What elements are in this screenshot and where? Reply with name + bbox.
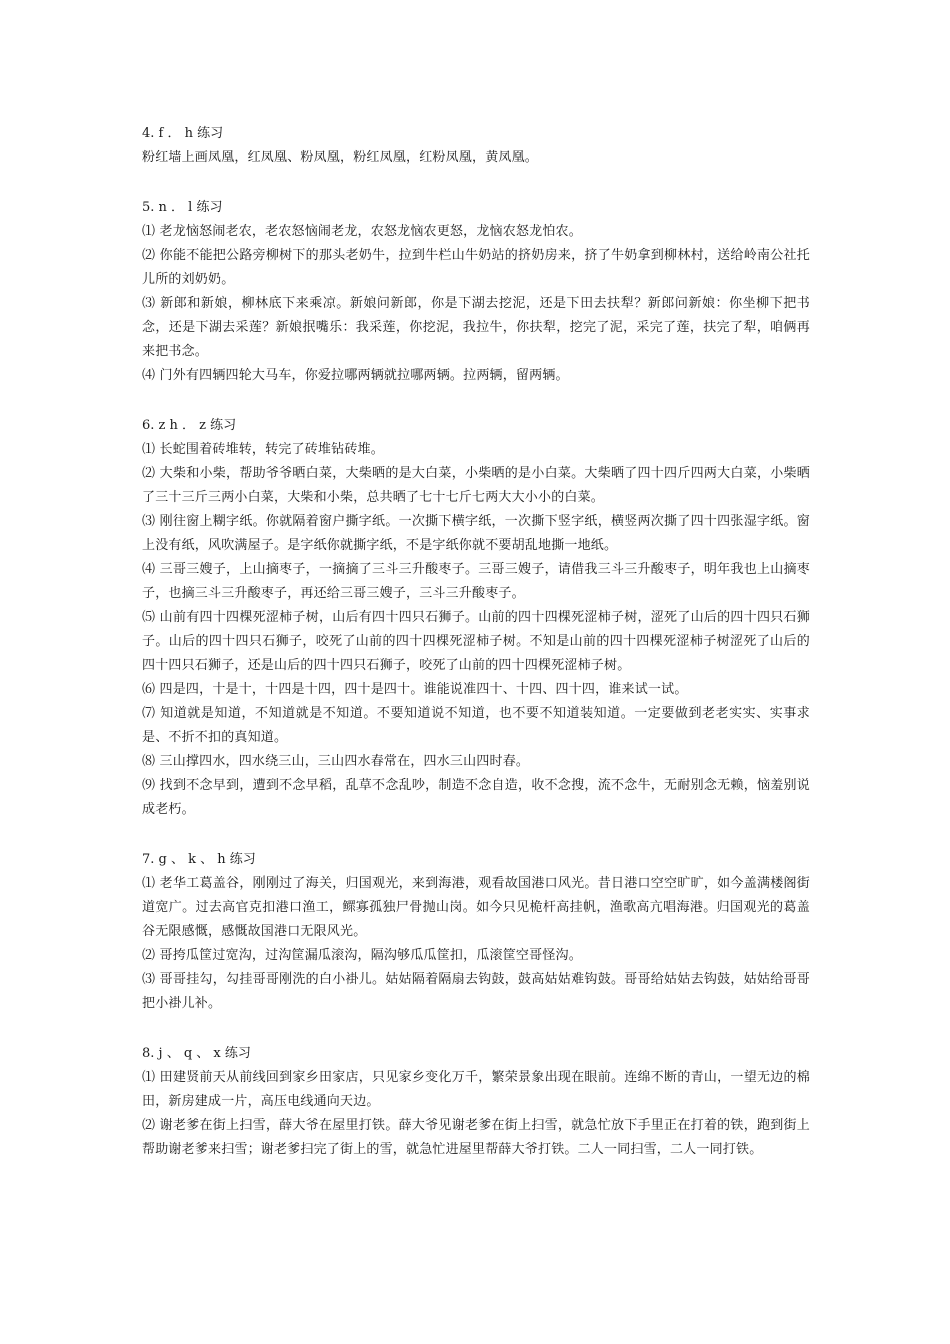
section-title: 5. n ． l 练习 <box>142 200 223 215</box>
tongue-twister-paragraph: ⑷ 门外有四辆四轮大马车，你爱拉哪两辆就拉哪两辆。拉两辆，留两辆。 <box>142 368 569 383</box>
tongue-twister-paragraph: ⑵ 你能不能把公路旁柳树下的那头老奶牛，拉到牛栏山牛奶站的挤奶房来，挤了牛奶拿到柳林村，送给岭南公社托儿所的刘奶奶。 <box>142 248 810 287</box>
tongue-twister-paragraph: ⑹ 四是四，十是十，十四是十四，四十是四十。谁能说准四十、十四、四十四，谁来试一试。 <box>142 682 688 697</box>
practice-section <box>142 122 810 170</box>
practice-section <box>142 414 810 822</box>
tongue-twister-paragraph: ⑼ 找到不念早到，遭到不念早稻，乱草不念乱吵，制造不念自造，收不念搜，流不念牛，无耐别念无赖，恼羞别说成老朽。 <box>142 778 810 817</box>
practice-section <box>142 1042 810 1162</box>
tongue-twister-paragraph: ⑶ 新郎和新娘，柳林底下来乘凉。新娘问新郎，你是下湖去挖泥，还是下田去扶犁？新郎问新娘：你坐柳下把书念，还是下湖去采莲？新娘抿嘴乐：我采莲，你挖泥，我拉牛，你扶犁，挖完了泥，采完了莲，扶完了犁，咱俩再来把书念。 <box>142 296 810 359</box>
tongue-twister-paragraph: ⑻ 三山撑四水，四水绕三山，三山四水春常在，四水三山四时春。 <box>142 754 530 769</box>
section-title: 8. j 、 q 、 x 练习 <box>142 1046 251 1061</box>
practice-section <box>142 848 810 1016</box>
document-page <box>142 122 810 1188</box>
tongue-twister-paragraph: ⑸ 山前有四十四棵死涩柿子树，山后有四十四只石狮子。山前的四十四棵死涩柿子树，涩死了山后的四十四只石狮子。山后的四十四只石狮子，咬死了山前的四十四棵死涩柿子树。不知是山前的四十四棵死涩柿子树涩死了山后的四十四只石狮子，还是山后的四十四只石狮子，咬死了山前的四十四棵死涩柿子树。 <box>142 610 810 673</box>
tongue-twister-paragraph: ⑶ 刚往窗上糊字纸。你就隔着窗户撕字纸。一次撕下横字纸，一次撕下竖字纸，横竖两次撕了四十四张湿字纸。窗上没有纸，风吹满屋子。是字纸你就撕字纸，不是字纸你就不要胡乱地撕一地纸。 <box>142 514 810 553</box>
tongue-twister-paragraph: ⑵ 大柴和小柴，帮助爷爷晒白菜，大柴晒的是大白菜，小柴晒的是小白菜。大柴晒了四十四斤四两大白菜，小柴晒了三十三斤三两小白菜，大柴和小柴，总共晒了七十七斤七两大大小小的白菜。 <box>142 466 810 505</box>
section-title: 4. f ． h 练习 <box>142 126 224 141</box>
tongue-twister-paragraph: ⑺ 知道就是知道，不知道就是不知道。不要知道说不知道，也不要不知道装知道。一定要做到老老实实、实事求是、不折不扣的真知道。 <box>142 706 810 745</box>
practice-section <box>142 196 810 388</box>
tongue-twister-paragraph: ⑷ 三哥三嫂子，上山摘枣子，一摘摘了三斗三升酸枣子。三哥三嫂子，请借我三斗三升酸枣子，明年我也上山摘枣子，也摘三斗三升酸枣子，再还给三哥三嫂子，三斗三升酸枣子。 <box>142 562 810 601</box>
tongue-twister-paragraph: ⑵ 谢老爹在街上扫雪，薛大爷在屋里打铁。薛大爷见谢老爹在街上扫雪，就急忙放下手里正在打着的铁，跑到街上帮助谢老爹来扫雪；谢老爹扫完了街上的雪，就急忙进屋里帮薛大爷打铁。二人一同扫雪，二人一同打铁。 <box>142 1118 810 1157</box>
tongue-twister-paragraph: ⑶ 哥哥挂勾，勾挂哥哥刚洗的白小褂儿。姑姑隔着隔扇去钩鼓，鼓高姑姑难钩鼓。哥哥给姑姑去钩鼓，姑姑给哥哥把小褂儿补。 <box>142 972 810 1011</box>
tongue-twister-paragraph: ⑴ 老龙恼怒闹老农，老农怒恼闹老龙，农怒龙恼农更怒，龙恼农怒龙怕农。 <box>142 224 582 239</box>
section-title: 7. g 、 k 、 h 练习 <box>142 852 256 867</box>
tongue-twister-paragraph: ⑴ 长蛇围着砖堆转，转完了砖堆钻砖堆。 <box>142 442 384 457</box>
tongue-twister-paragraph: ⑵ 哥挎瓜筐过宽沟，过沟筐漏瓜滚沟，隔沟够瓜瓜筐扣，瓜滚筐空哥怪沟。 <box>142 948 582 963</box>
section-title: 6. z h ． z 练习 <box>142 418 237 433</box>
tongue-twister-paragraph: 粉红墙上画凤凰，红凤凰、粉凤凰，粉红凤凰，红粉凤凰，黄凤凰。 <box>142 150 539 165</box>
tongue-twister-paragraph: ⑴ 老华工葛盖谷，刚刚过了海关，归国观光，来到海港，观看故国港口风光。昔日港口空空旷旷，如今盖满楼阁街道宽广。过去高官克扣港口渔工，鳏寡孤独尸骨抛山岗。如今只见桅杆高挂帆，渔歌高亢唱海港。归国观光的葛盖谷无限感慨，感慨故国港口无限风光。 <box>142 876 810 939</box>
tongue-twister-paragraph: ⑴ 田建贤前天从前线回到家乡田家店，只见家乡变化万千，繁荣景象出现在眼前。连绵不断的青山，一望无边的棉田，新房建成一片，高压电线通向天边。 <box>142 1070 810 1109</box>
